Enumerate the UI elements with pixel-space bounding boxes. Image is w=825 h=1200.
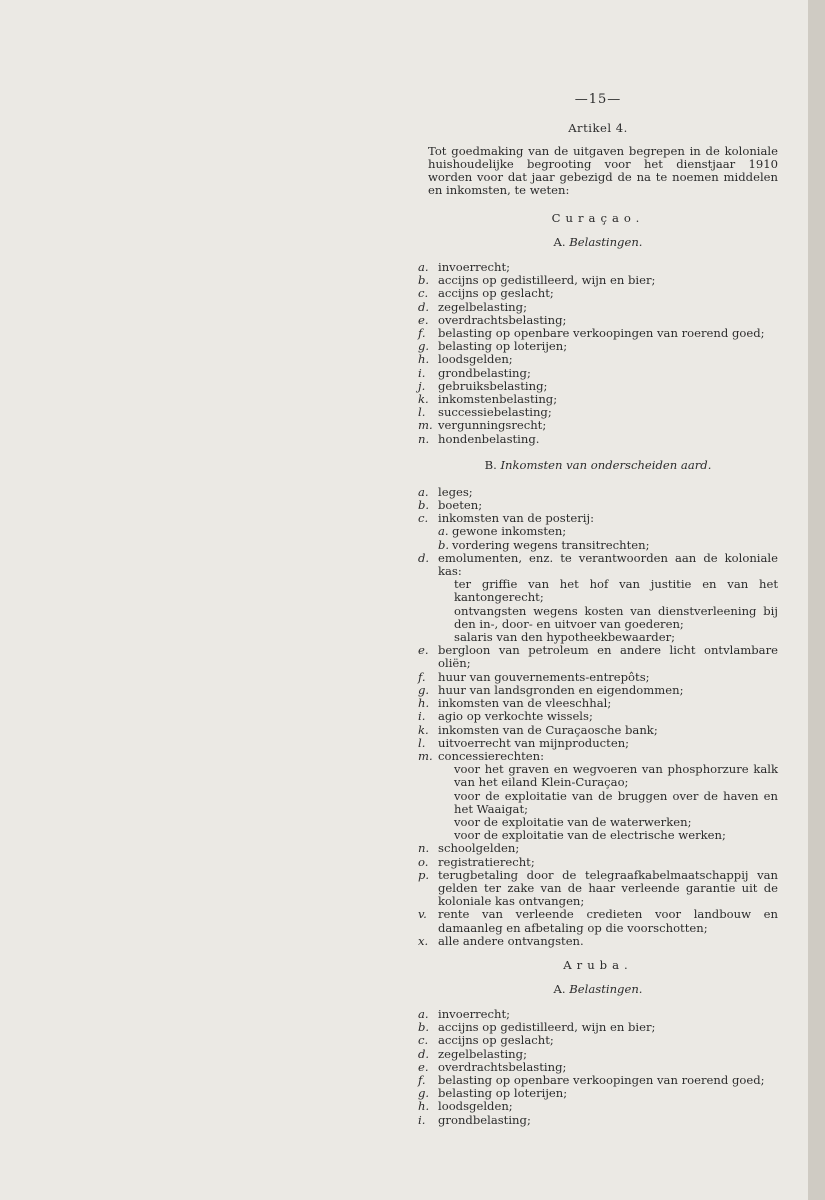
list-item <box>418 869 778 909</box>
item-text: boeten; <box>438 498 483 513</box>
sub-item-text: salaris van den hypotheekbewaarder; <box>454 630 676 645</box>
item-label: h. <box>418 696 430 711</box>
item-label: i. <box>418 365 426 380</box>
item-label: k. <box>418 722 429 737</box>
list-item <box>418 367 778 380</box>
item-label: m. <box>418 418 433 433</box>
item-label: e. <box>418 643 429 658</box>
item-text: registratierecht; <box>438 854 535 869</box>
list-item <box>418 710 778 723</box>
item-text: overdrachtsbelasting; <box>438 1059 567 1074</box>
item-text: bergloon van petroleum en andere licht ontvlambare oliën; <box>438 643 778 671</box>
item-label: k. <box>418 392 429 407</box>
sub-item <box>438 525 778 538</box>
list-item <box>418 353 778 366</box>
item-text: zegelbelasting; <box>438 1046 527 1061</box>
sub-list <box>438 525 778 551</box>
sub-item <box>454 790 778 816</box>
item-text: inkomstenbelasting; <box>438 392 558 407</box>
curacao-b-title: Inkomsten van onderscheiden aard. <box>500 457 712 472</box>
curacao-a-title: Belastingen. <box>569 235 643 249</box>
sub-item-text: vordering wegens transitrechten; <box>452 537 650 552</box>
item-text: belasting op openbare verkoopingen van roerend goed; <box>438 326 765 341</box>
item-text: leges; <box>438 484 473 499</box>
item-label: f. <box>418 1072 426 1087</box>
list-item <box>418 644 778 670</box>
item-text: accijns op geslacht; <box>438 1033 554 1048</box>
list-item <box>418 433 778 446</box>
curacao-b-heading <box>418 458 778 472</box>
item-label: i. <box>418 709 426 724</box>
item-label: i. <box>418 1112 426 1127</box>
item-label: d. <box>418 550 430 565</box>
item-text: loodsgelden; <box>438 352 513 367</box>
item-label: b. <box>418 498 430 513</box>
item-text: belasting op loterijen; <box>438 339 568 354</box>
item-label: h. <box>418 352 430 367</box>
item-label: b. <box>418 1020 430 1035</box>
sub-item-label: a. <box>438 524 449 539</box>
item-label: l. <box>418 405 426 420</box>
article-heading: Artikel 4. <box>568 121 628 135</box>
sub-item-text: gewone inkomsten; <box>452 524 567 539</box>
sub-item-text: voor de exploitatie van de bruggen over de haven en het Waaigat; <box>454 788 778 816</box>
item-label: v. <box>418 907 427 922</box>
list-item <box>418 301 778 314</box>
item-text: accijns op gedistilleerd, wijn en bier; <box>438 1020 656 1035</box>
list-item <box>418 512 778 552</box>
list-item <box>418 724 778 737</box>
list-item <box>418 1100 778 1113</box>
item-text: concessierechten: <box>438 748 545 763</box>
sub-item-text: voor de exploitatie van de electrische werken; <box>454 828 726 843</box>
item-text: huur van landsgronden en eigendommen; <box>438 682 684 697</box>
item-text: successiebelasting; <box>438 405 552 420</box>
curacao-a-list <box>418 261 778 446</box>
item-label: b. <box>418 273 430 288</box>
list-item <box>418 935 778 948</box>
curacao-b-prefix: B. <box>484 457 497 472</box>
curacao-a-heading <box>418 235 778 249</box>
item-label: c. <box>418 1033 429 1048</box>
item-text: huur van gouvernements-entrepôts; <box>438 669 650 684</box>
sub-item-text: voor de exploitatie van de waterwerken; <box>454 814 692 829</box>
item-label: h. <box>418 1099 430 1114</box>
item-text: agio op verkochte wissels; <box>438 709 593 724</box>
item-label: f. <box>418 669 426 684</box>
item-text: alle andere ontvangsten. <box>438 933 584 948</box>
item-label: n. <box>418 841 430 856</box>
sub-item-label: b. <box>438 537 450 552</box>
aruba-a-heading <box>418 982 778 996</box>
item-text: inkomsten van de posterij: <box>438 511 595 526</box>
list-item <box>418 552 778 644</box>
curacao-b-list <box>418 486 778 948</box>
item-text: hondenbelasting. <box>438 431 540 446</box>
item-text: inkomsten van de vleeschhal; <box>438 696 612 711</box>
intro-paragraph: Tot goedmaking van de uitgaven begrepen in de koloniale huishoudelijke begrooting voor het dienstjaar 1910 worden voor dat jaar gebezigd de na te noemen middelen en inkomsten, te weten: <box>428 144 778 197</box>
list-item <box>418 908 778 934</box>
item-text: gebruiksbelasting; <box>438 378 548 393</box>
item-text: overdrachtsbelasting; <box>438 312 567 327</box>
sub-item-text: ter griffie van het hof van justitie en van het kantongerecht; <box>454 577 778 605</box>
sub-item <box>454 578 778 604</box>
item-text: invoerrecht; <box>438 260 511 274</box>
item-text: loodsgelden; <box>438 1099 513 1114</box>
list-item <box>418 737 778 750</box>
item-label: p. <box>418 867 430 882</box>
item-text: terugbetaling door de telegraafkabelmaatschappij van gelden ter zake van de haar verleende garantie uit de koloniale kas ontvangen; <box>438 867 778 909</box>
item-label: l. <box>418 735 426 750</box>
item-label: a. <box>418 1006 429 1021</box>
sub-item-text: voor het graven en wegvoeren van phosphorzure kalk van het eiland Klein-Curaçao; <box>454 762 778 790</box>
list-item <box>418 1048 778 1061</box>
item-text: accijns op gedistilleerd, wijn en bier; <box>438 273 656 288</box>
item-text: grondbelasting; <box>438 365 531 380</box>
item-text: emolumenten, enz. te verantwoorden aan de koloniale kas: <box>438 550 778 579</box>
item-text: vergunningsrecht; <box>438 418 547 433</box>
item-label: g. <box>418 1086 430 1101</box>
curacao-a-prefix: A. <box>553 235 566 249</box>
sub-item <box>454 605 778 631</box>
list-item <box>418 287 778 300</box>
list-item <box>418 856 778 869</box>
list-item <box>418 419 778 432</box>
list-item <box>418 1114 778 1127</box>
text-column <box>418 92 778 1127</box>
item-label: x. <box>418 933 429 948</box>
section-aruba-title: Aruba. <box>563 957 633 972</box>
item-label: f. <box>418 326 426 341</box>
item-label: d. <box>418 299 430 314</box>
list-item <box>418 1061 778 1074</box>
item-label: g. <box>418 682 430 697</box>
page-edge <box>808 0 825 1200</box>
item-label: m. <box>418 748 433 763</box>
item-label: g. <box>418 339 430 354</box>
item-text: invoerrecht; <box>438 1006 511 1021</box>
item-text: belasting op openbare verkoopingen van roerend goed; <box>438 1072 765 1087</box>
sub-item <box>438 539 778 552</box>
item-text: rente van verleende credieten voor landbouw en damaanleg en afbetaling op die voorschotten; <box>438 907 778 935</box>
item-label: d. <box>418 1046 430 1061</box>
item-text: grondbelasting; <box>438 1112 531 1127</box>
aruba-a-list <box>418 1008 778 1127</box>
item-label: n. <box>418 431 430 446</box>
sub-item <box>454 763 778 789</box>
list-item <box>418 842 778 855</box>
item-text: inkomsten van de Curaçaosche bank; <box>438 722 658 737</box>
item-text: schoolgelden; <box>438 841 520 856</box>
aruba-a-prefix: A. <box>553 981 566 996</box>
item-text: belasting op loterijen; <box>438 1086 568 1101</box>
item-text: uitvoerrecht van mijnproducten; <box>438 735 630 750</box>
item-text: zegelbelasting; <box>438 299 527 314</box>
section-curacao-title: Curaçao. <box>551 211 645 225</box>
item-label: c. <box>418 511 429 526</box>
list-item <box>418 750 778 842</box>
item-text: accijns op geslacht; <box>438 286 554 301</box>
item-label: c. <box>418 286 429 301</box>
list-item <box>418 671 778 684</box>
sub-list <box>438 763 778 842</box>
aruba-a-title: Belastingen. <box>569 981 643 996</box>
item-label: j. <box>418 378 426 393</box>
sub-item-text: ontvangsten wegens kosten van dienstverleening bij den in-, door- en uitvoer van goederen; <box>454 603 778 631</box>
page-number: —15— <box>574 92 622 107</box>
item-label: e. <box>418 312 429 327</box>
sub-list <box>438 578 778 644</box>
item-label: a. <box>418 260 429 274</box>
item-label: o. <box>418 854 429 869</box>
item-label: a. <box>418 484 429 499</box>
list-item <box>418 1034 778 1047</box>
item-label: e. <box>418 1059 429 1074</box>
